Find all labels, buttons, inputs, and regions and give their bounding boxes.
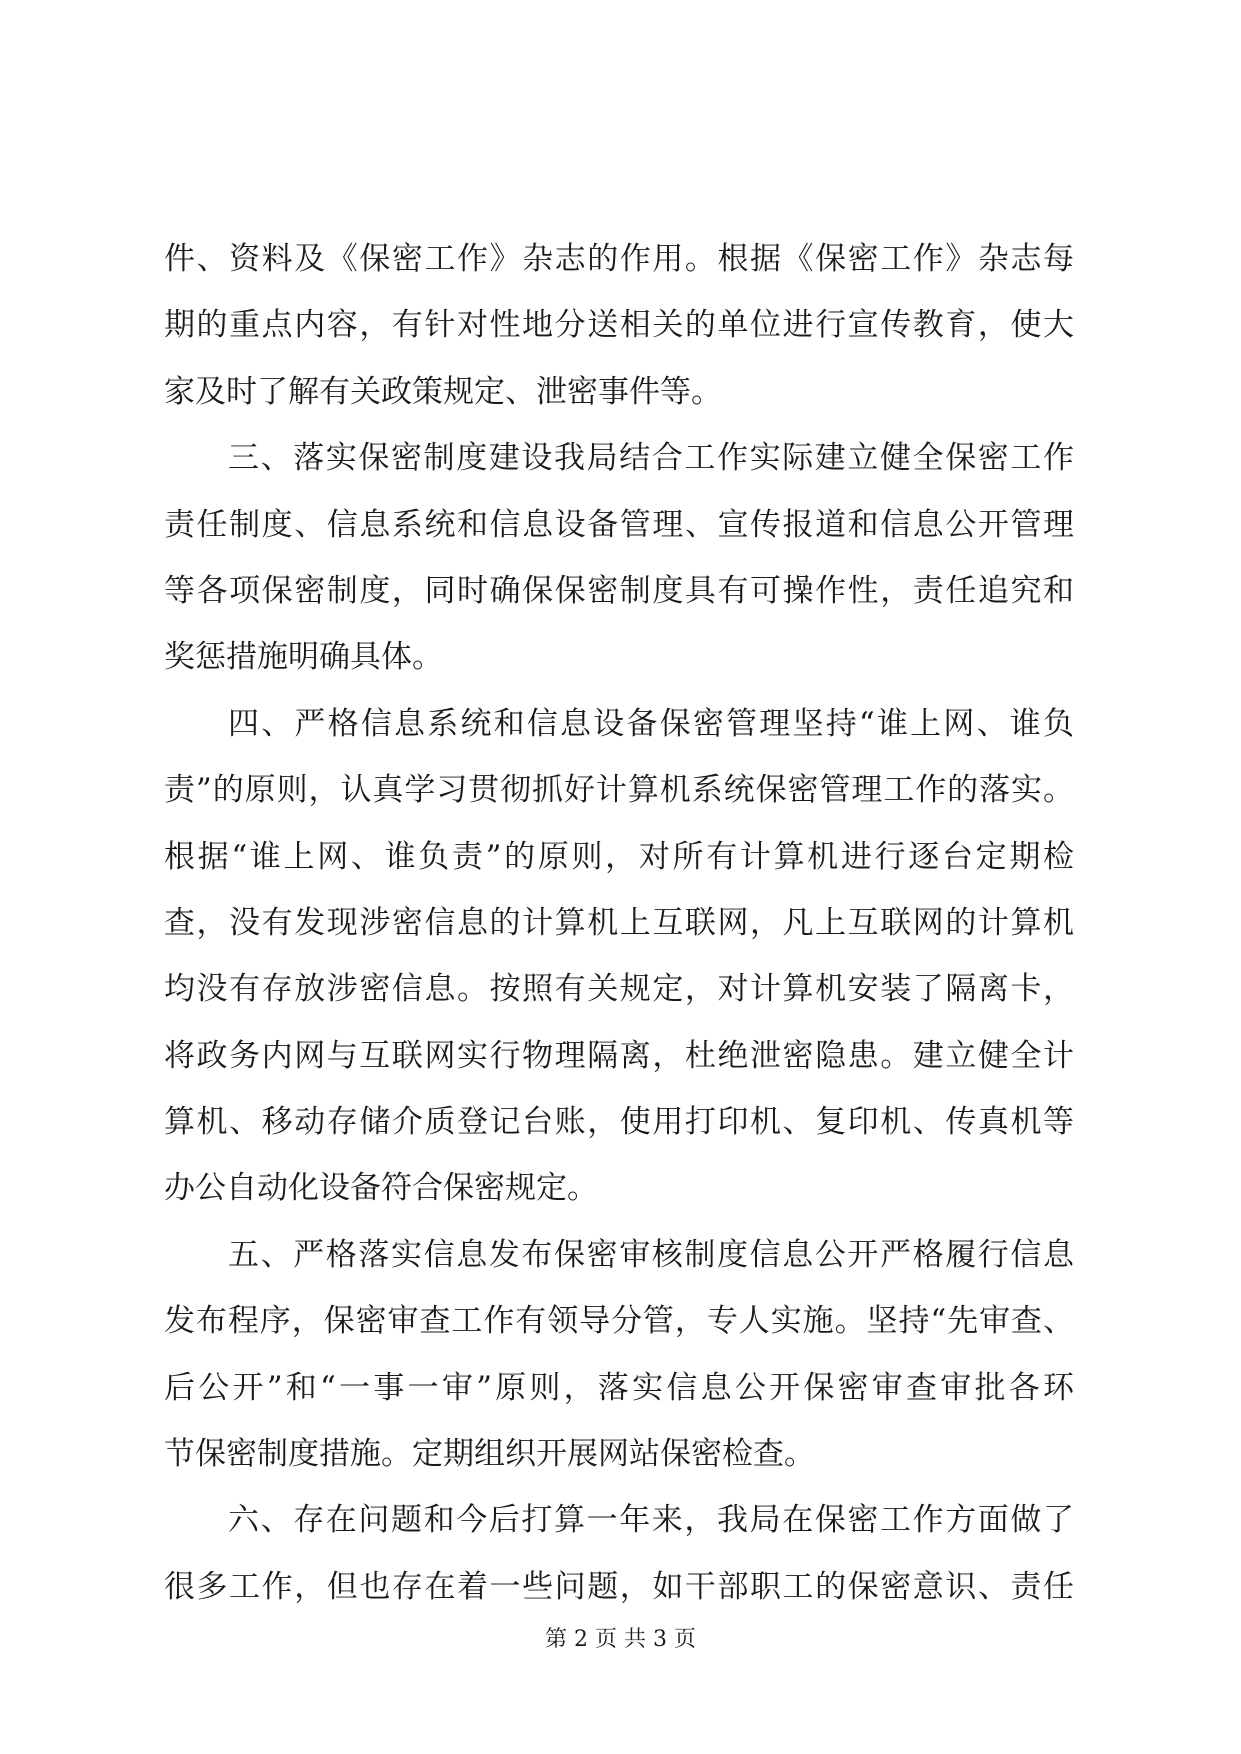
text-line: 根据“谁上网、谁负责”的原则，对所有计算机进行逐台定期检 — [164, 838, 1074, 875]
text-line: 三、落实保密制度建设我局结合工作实际建立健全保密工作 — [228, 440, 1074, 477]
text-line: 家及时了解有关政策规定、泄密事件等。 — [164, 373, 722, 410]
text-line: 件、资料及《保密工作》杂志的作用。根据《保密工作》杂志每 — [164, 241, 1074, 277]
document-body — [164, 226, 1074, 1620]
page-footer: 第 2 页 共 3 页 — [545, 1627, 696, 1652]
text-line: 期的重点内容，有针对性地分送相关的单位进行宣传教育，使大 — [164, 307, 1074, 344]
text-line: 责”的原则，认真学习贯彻抓好计算机系统保密管理工作的落实。 — [164, 772, 1074, 809]
text-line: 查，没有发现涉密信息的计算机上互联网，凡上互联网的计算机 — [164, 904, 1074, 941]
text-line: 奖惩措施明确具体。 — [164, 639, 443, 676]
text-line: 等各项保密制度，同时确保保密制度具有可操作性，责任追究和 — [164, 572, 1074, 609]
text-line: 均没有存放涉密信息。按照有关规定，对计算机安装了隔离卡， — [164, 971, 1074, 1008]
text-line: 四、严格信息系统和信息设备保密管理坚持“谁上网、谁负 — [228, 705, 1074, 742]
text-line: 发布程序，保密审查工作有领导分管，专人实施。坚持“先审查、 — [164, 1303, 1074, 1340]
text-line: 六、存在问题和今后打算一年来，我局在保密工作方面做了 — [228, 1502, 1074, 1539]
text-line: 后公开”和“一事一审”原则，落实信息公开保密审查审批各环 — [164, 1369, 1074, 1406]
text-line: 五、严格落实信息发布保密审核制度信息公开严格履行信息 — [228, 1236, 1074, 1273]
text-line: 责任制度、信息系统和信息设备管理、宣传报道和信息公开管理 — [164, 506, 1074, 543]
text-line: 很多工作，但也存在着一些问题，如干部职工的保密意识、责任 — [164, 1568, 1074, 1605]
text-line: 办公自动化设备符合保密规定。 — [164, 1170, 598, 1207]
text-line: 节保密制度措施。定期组织开展网站保密检查。 — [164, 1436, 815, 1473]
text-line: 算机、移动存储介质登记台账，使用打印机、复印机、传真机等 — [164, 1104, 1074, 1141]
text-line: 将政务内网与互联网实行物理隔离，杜绝泄密隐患。建立健全计 — [164, 1037, 1074, 1074]
